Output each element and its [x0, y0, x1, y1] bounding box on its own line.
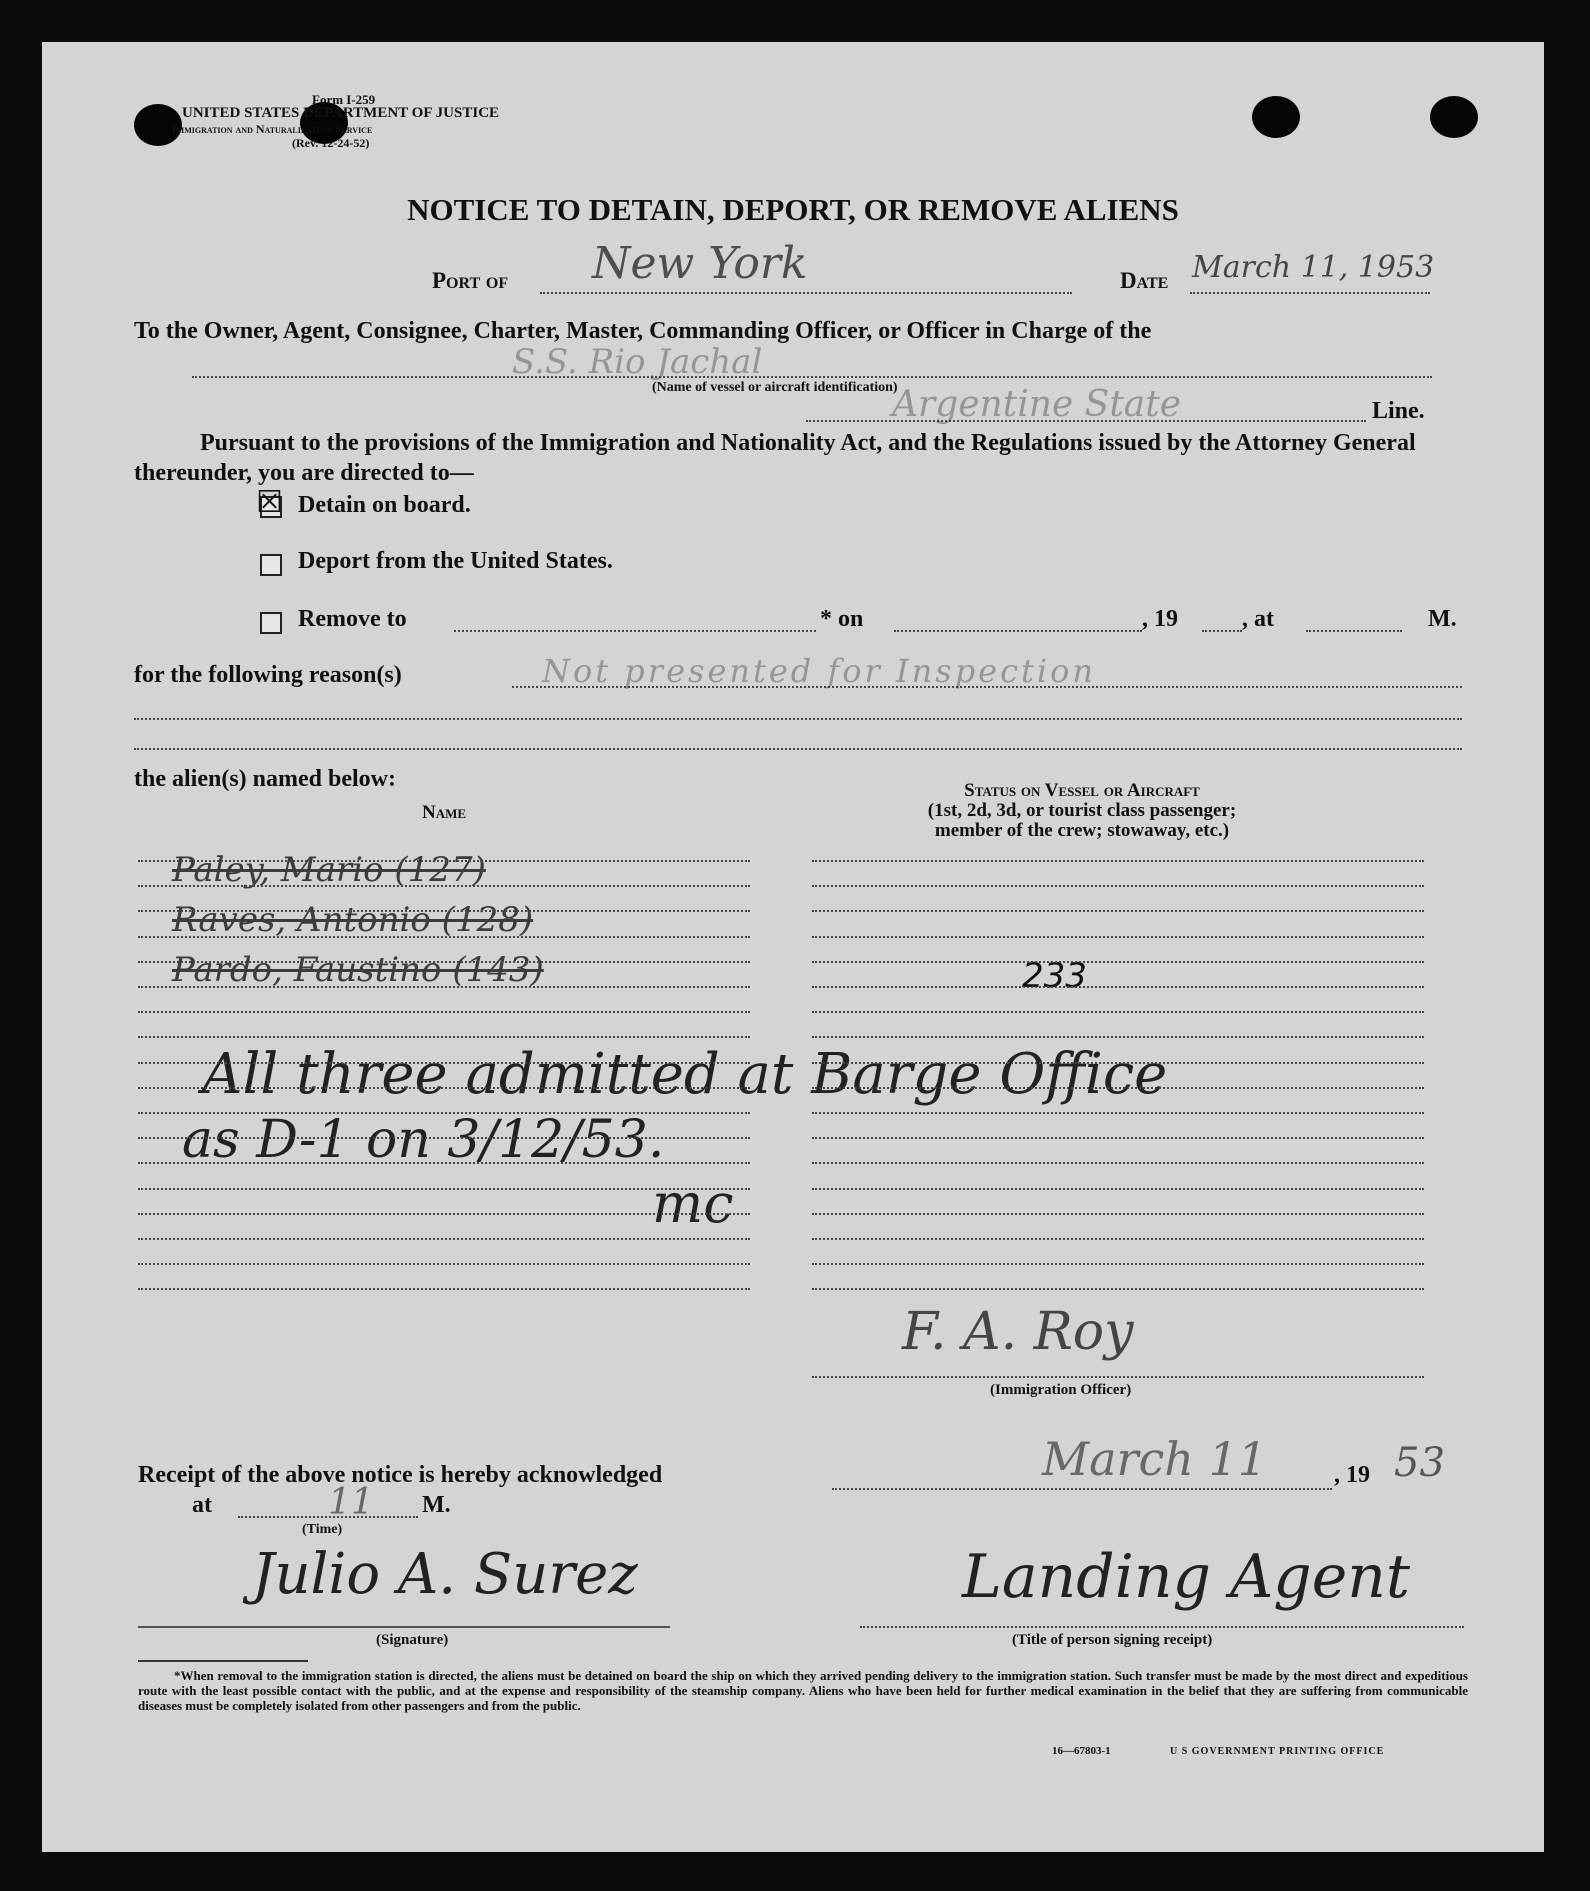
admission-note-line-2: as D-1 on 3/12/53. [182, 1110, 665, 1170]
directive-text: Pursuant to the provisions of the Immigration and Nationality Act, and the Regulations issued by the Attorney General thereunder, you are directed to— [134, 430, 1416, 486]
addressee-text: To the Owner, Agent, Consignee, Charter, Master, Commanding Officer, or Officer in Charge of the [134, 318, 1152, 344]
form-number: Form I-259 [312, 92, 376, 107]
reason-value: Not presented for Inspection [542, 652, 1096, 690]
receipt-signature: Julio A. Surez [252, 1542, 638, 1607]
receipt-signature-line [138, 1626, 670, 1628]
vessel-value: S.S. Rio Jachal [512, 342, 763, 382]
name-ruled-line [138, 1112, 750, 1114]
remove-date-line [894, 630, 1142, 632]
status-ruled-line [812, 1288, 1424, 1290]
name-ruled-line [138, 961, 750, 963]
name-ruled-line [138, 1188, 750, 1190]
vessel-field-line [192, 376, 1432, 378]
deport-checkbox[interactable] [260, 554, 282, 576]
receipt-time-value: 11 [328, 1482, 374, 1523]
receipt-year-prefix: , 19 [1334, 1462, 1370, 1488]
name-ruled-line [138, 986, 750, 988]
status-ruled-line [812, 986, 1424, 988]
form-revision: (Rev. 12-24-52) [292, 136, 370, 150]
punch-hole-right-1 [1252, 96, 1300, 138]
status-column-header: Status on Vessel or Aircraft [964, 780, 1200, 801]
name-ruled-line [138, 1062, 750, 1064]
officer-signature-line [812, 1376, 1424, 1378]
line-value: Argentine State [892, 384, 1182, 425]
name-ruled-line [138, 1263, 750, 1265]
port-label: Port of [432, 268, 509, 293]
name-ruled-line [138, 910, 750, 912]
printer-code: 16—67803-1 [1052, 1745, 1111, 1757]
status-column-subheader-1: (1st, 2d, 3d, or tourist class passenger; [927, 800, 1237, 821]
reason-line-2 [134, 718, 1462, 720]
status-ruled-line [812, 1188, 1424, 1190]
status-ruled-line [812, 1238, 1424, 1240]
remove-checkbox[interactable] [260, 612, 282, 634]
line-label: Line. [1372, 398, 1425, 424]
status-number: 233 [1022, 956, 1087, 996]
remove-label: Remove to [298, 606, 407, 632]
receipt-year-value: 53 [1394, 1440, 1445, 1486]
vessel-caption: (Name of vessel or aircraft identification) [652, 380, 898, 395]
status-ruled-line [812, 1087, 1424, 1089]
alien-name-2: Raves, Antonio (128) [172, 900, 534, 940]
receipt-date-value: March 11 [1042, 1432, 1268, 1486]
status-ruled-line [812, 885, 1424, 887]
port-value: New York [592, 238, 808, 289]
remove-m-label: M. [1428, 606, 1457, 632]
name-column-header: Name [422, 802, 467, 823]
punch-hole-right-2 [1430, 96, 1478, 138]
name-ruled-line [138, 885, 750, 887]
receipt-signature-caption: (Signature) [376, 1632, 449, 1648]
service-name: Immigration and Naturalization Service [172, 122, 373, 136]
footnote-text: *When removal to the immigration station is directed, the aliens must be detained on board the ship on which they arrived pending delivery to the immigration station. Such transfer must be made by the most direct and expeditious route with the least possible contact with the public, and at the expense and responsibility of the steamship company. Aliens who have been held for further medical examination in the belief that they are suffering from communicable diseases must be completely isolated from other passengers and from the public. [138, 1668, 1468, 1713]
alien-name-1: Paley, Mario (127) [172, 850, 486, 890]
officer-signature: F. A. Roy [902, 1302, 1134, 1362]
status-ruled-line [812, 1036, 1424, 1038]
admission-note-initials: mc [652, 1172, 734, 1235]
page-title: NOTICE TO DETAIN, DEPORT, OR REMOVE ALIENS [407, 192, 1179, 227]
printer-office: U S GOVERNMENT PRINTING OFFICE [1170, 1746, 1385, 1757]
status-ruled-line [812, 1137, 1424, 1139]
receipt-title-value: Landing Agent [962, 1542, 1410, 1612]
receipt-m-label: M. [422, 1492, 451, 1518]
name-ruled-line [138, 1162, 750, 1164]
footnote-rule [138, 1660, 308, 1662]
receipt-title-line [860, 1626, 1464, 1628]
status-ruled-line [812, 1112, 1424, 1114]
name-ruled-line [138, 1087, 750, 1089]
status-ruled-line [812, 910, 1424, 912]
date-field-line [1190, 292, 1430, 294]
aliens-label: the alien(s) named below: [134, 766, 396, 792]
remove-on-label: * on [820, 606, 864, 632]
detain-label: Detain on board. [298, 492, 471, 518]
date-label: Date [1120, 268, 1169, 293]
date-value: March 11, 1953 [1192, 250, 1435, 285]
name-ruled-line [138, 1213, 750, 1215]
alien-name-3: Pardo, Faustino (143) [172, 950, 544, 990]
remove-at-label: , at [1242, 606, 1274, 632]
status-column-subheader-2: member of the crew; stowaway, etc.) [934, 820, 1230, 841]
name-ruled-line [138, 1288, 750, 1290]
name-ruled-line [138, 860, 750, 862]
port-field-line [540, 292, 1072, 294]
status-ruled-line [812, 1263, 1424, 1265]
form-page [42, 42, 1544, 1852]
name-ruled-line [138, 1036, 750, 1038]
remove-year-line [1202, 630, 1242, 632]
remove-destination-line [454, 630, 816, 632]
remove-time-line [1306, 630, 1402, 632]
reason-line-3 [134, 748, 1462, 750]
name-ruled-line [138, 1238, 750, 1240]
deport-label: Deport from the United States. [298, 548, 613, 574]
receipt-text: Receipt of the above notice is hereby acknowledged [138, 1462, 663, 1488]
status-ruled-line [812, 1213, 1424, 1215]
status-ruled-line [812, 1162, 1424, 1164]
receipt-title-caption: (Title of person signing receipt) [1012, 1632, 1213, 1648]
name-ruled-line [138, 936, 750, 938]
status-ruled-line [812, 1062, 1424, 1064]
name-ruled-line [138, 1137, 750, 1139]
status-ruled-line [812, 961, 1424, 963]
receipt-time-caption: (Time) [302, 1522, 343, 1537]
status-ruled-line [812, 936, 1424, 938]
officer-caption: (Immigration Officer) [990, 1382, 1132, 1398]
detain-check-mark: ☒ [256, 485, 283, 520]
receipt-at-label: at [192, 1492, 212, 1518]
remove-year-label: , 19 [1142, 606, 1178, 632]
status-ruled-line [812, 1011, 1424, 1013]
name-ruled-line [138, 1011, 750, 1013]
reason-label: for the following reason(s) [134, 662, 402, 688]
department-name: UNITED STATES DEPARTMENT OF JUSTICE [182, 105, 500, 121]
status-ruled-line [812, 860, 1424, 862]
receipt-date-line [832, 1488, 1332, 1490]
admission-note-line-1: All three admitted at Barge Office [202, 1042, 1168, 1107]
